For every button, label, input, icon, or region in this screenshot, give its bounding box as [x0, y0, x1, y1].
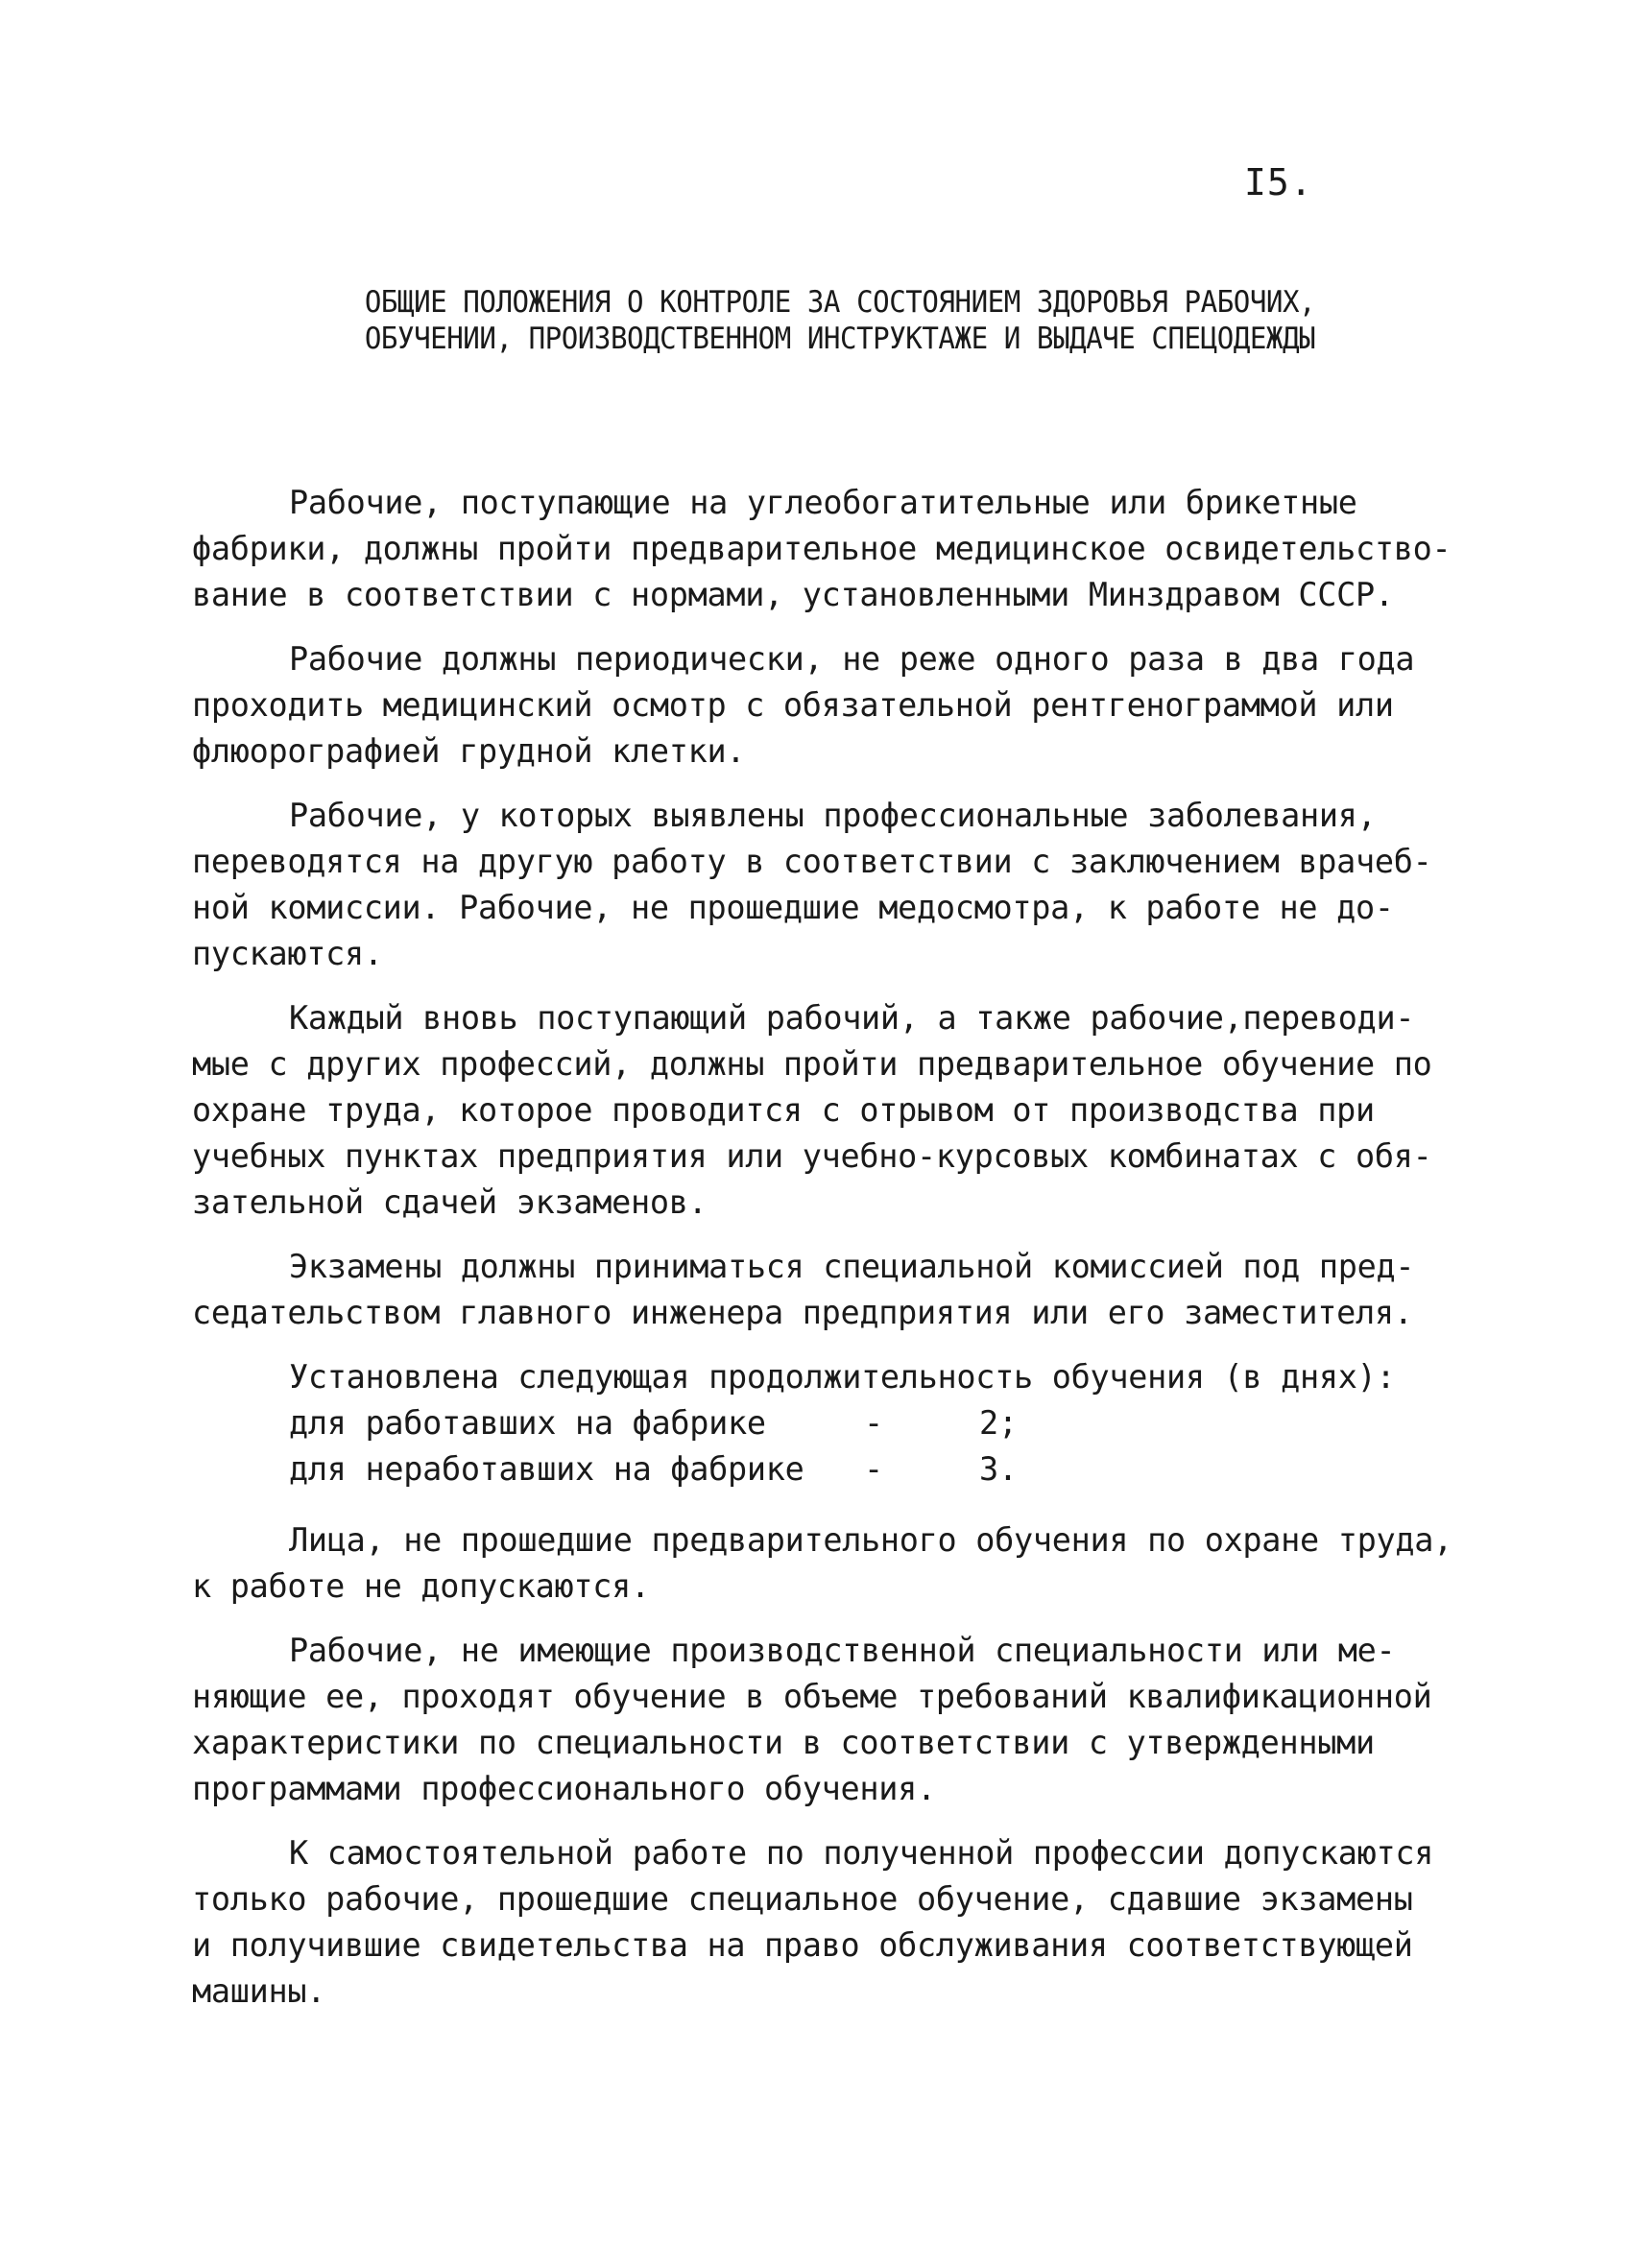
- text-line: Рабочие должны периодически, не реже одного раза в два года: [289, 640, 1415, 678]
- text-line: Лица, не прошедшие предварительного обучения по охране труда,: [289, 1521, 1452, 1559]
- paragraph: [192, 995, 1440, 1226]
- text-line: К самостоятельной работе по полученной профессии допускаются: [289, 1834, 1434, 1872]
- heading-line: ОБЩИЕ ПОЛОЖЕНИЯ О КОНТРОЛЕ ЗА СОСТОЯНИЕМ ЗДОРОВЬЯ РАБОЧИХ,: [364, 285, 1316, 320]
- text-line: только рабочие, прошедшие специальное обучение, сдавшие экзамены: [192, 1880, 1413, 1918]
- paragraph: [192, 793, 1440, 977]
- text-line: вание в соответствии с нормами, установленными Минздравом СССР.: [192, 576, 1394, 613]
- paragraph: [192, 1517, 1452, 1610]
- text-line: проходить медицинский осмотр с обязательной рентгенограммой или: [192, 686, 1394, 724]
- text-line: зательной сдачей экзаменов.: [192, 1183, 708, 1221]
- heading-line: ОБУЧЕНИИ, ПРОИЗВОДСТВЕННОМ ИНСТРУКТАЖЕ И ВЫДАЧЕ СПЕЦОДЕЖДЫ: [364, 322, 1316, 356]
- text-line: ной комиссии. Рабочие, не прошедшие медосмотра, к работе не до-: [192, 889, 1394, 926]
- paragraph: [192, 1244, 1440, 1336]
- duration-row: [192, 1446, 1440, 1492]
- duration-label: для неработавших на фабрике: [289, 1450, 804, 1488]
- text-line: няющие ее, проходят обучение в объеме требований квалификационной: [192, 1678, 1432, 1715]
- text-line: седательством главного инженера предприятия или его заместителя.: [192, 1294, 1413, 1331]
- duration-label: для работавших на фабрике: [289, 1404, 766, 1442]
- paragraph: [192, 636, 1440, 775]
- text-line: Экзамены должны приниматься специальной комиссией под пред-: [289, 1248, 1415, 1285]
- text-line: Каждый вновь поступающий рабочий, а также рабочие,переводи-: [289, 999, 1415, 1037]
- duration-dash: -: [864, 1450, 883, 1488]
- text-line: Рабочие, не имеющие производственной специальности или ме-: [289, 1632, 1396, 1669]
- text-line: программами профессионального обучения.: [192, 1770, 936, 1807]
- duration-value: 3.: [979, 1450, 1018, 1488]
- text-line: характеристики по специальности в соответствии с утвержденными: [192, 1724, 1375, 1761]
- body-text: [192, 480, 1452, 2033]
- text-line: учебных пунктах предприятия или учебно-курсовых комбинатах с обя-: [192, 1137, 1432, 1175]
- text-line: фабрики, должны пройти предварительное медицинское освидетельство-: [192, 530, 1452, 567]
- training-duration-list: [192, 1354, 1440, 1492]
- text-line: машины.: [192, 1972, 326, 2010]
- paragraph: [192, 480, 1452, 618]
- text-line: Рабочие, поступающие на углеобогатительные или брикетные: [289, 484, 1357, 521]
- text-line: переводятся на другую работу в соответствии с заключением врачеб-: [192, 843, 1432, 880]
- page-number: I5.: [1244, 161, 1313, 203]
- text-line: пускаются.: [192, 935, 383, 972]
- duration-intro: Установлена следующая продолжительность обучения (в днях):: [289, 1358, 1396, 1396]
- duration-dash: -: [864, 1404, 883, 1442]
- text-line: флюорографией грудной клетки.: [192, 732, 746, 770]
- paragraph: [192, 1628, 1440, 1812]
- text-line: к работе не допускаются.: [192, 1567, 650, 1605]
- text-line: и получившие свидетельства на право обслуживания соответствующей: [192, 1926, 1413, 1964]
- text-line: Рабочие, у которых выявлены профессиональные заболевания,: [289, 797, 1377, 834]
- text-line: мые с других профессий, должны пройти предварительное обучение по: [192, 1045, 1432, 1083]
- paragraph: [192, 1830, 1440, 2015]
- duration-value: 2;: [979, 1404, 1018, 1442]
- section-heading: [267, 284, 1413, 357]
- text-line: охране труда, которое проводится с отрывом от производства при: [192, 1091, 1375, 1129]
- duration-row: [192, 1400, 1440, 1446]
